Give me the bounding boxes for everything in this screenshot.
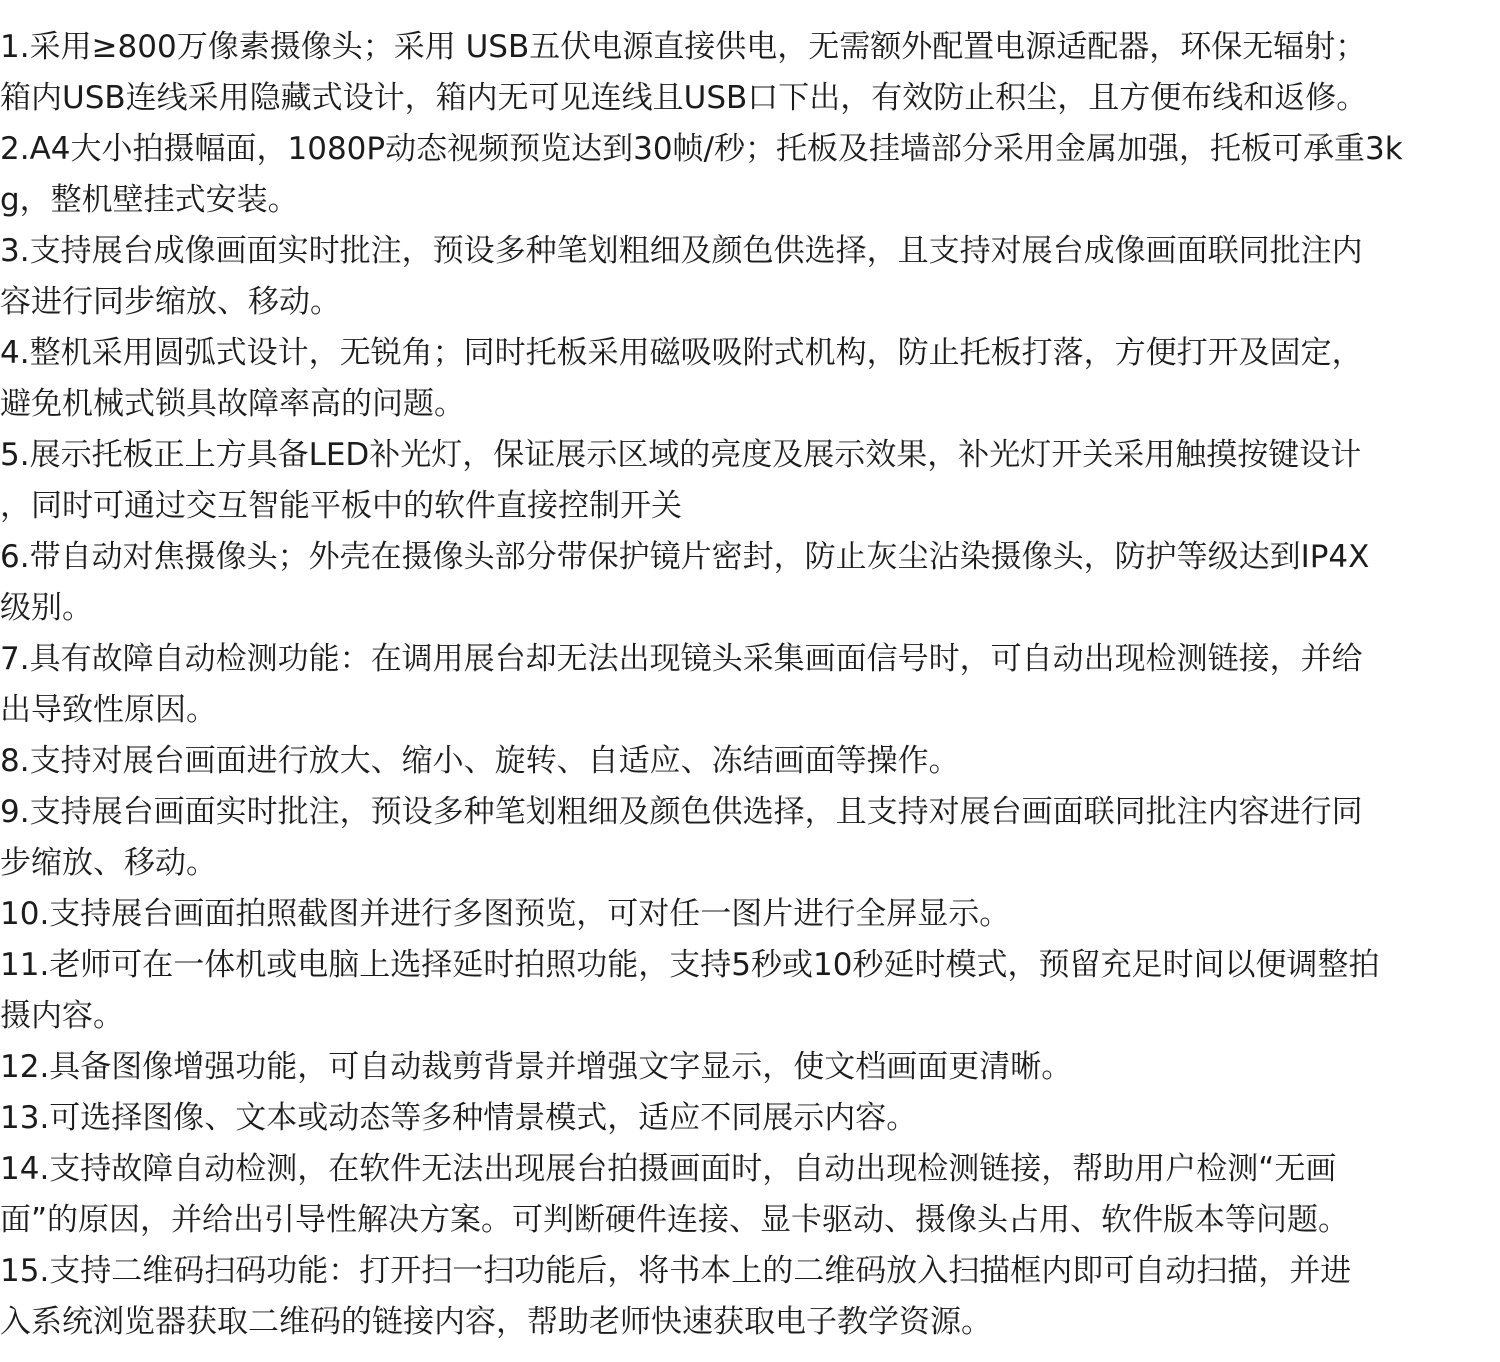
doc-line-1: 1.采用≥800万像素摄像头；采用 USB五伏电源直接供电，无需额外配置电源适配器，环保无辐射； — [0, 29, 1367, 65]
doc-line-26: 入系统浏览器获取二维码的链接内容，帮助老师快速获取电子教学资源。 — [0, 1304, 992, 1340]
doc-line-17: 步缩放、移动。 — [0, 845, 217, 881]
doc-line-5: 3.支持展台成像画面实时批注，预设多种笔划粗细及颜色供选择，且支持对展台成像画面联同批注内 — [0, 233, 1363, 269]
doc-line-25: 15.支持二维码扫码功能：打开扫一扫功能后，将书本上的二维码放入扫描框内即可自动扫描，并进 — [0, 1253, 1352, 1289]
doc-line-15: 8.支持对展台画面进行放大、缩小、旋转、自适应、冻结画面等操作。 — [0, 743, 960, 779]
doc-line-6: 容进行同步缩放、移动。 — [0, 284, 341, 320]
doc-line-14: 出导致性原因。 — [0, 692, 217, 728]
doc-line-16: 9.支持展台画面实时批注，预设多种笔划粗细及颜色供选择，且支持对展台画面联同批注内容进行同 — [0, 794, 1363, 830]
spec-document — [0, 22, 1500, 1348]
doc-line-3: 2.A4大小拍摄幅面，1080P动态视频预览达到30帧/秒；托板及挂墙部分采用金属加强，托板可承重3k — [0, 131, 1403, 167]
doc-line-23: 14.支持故障自动检测，在软件无法出现展台拍摄画面时，自动出现检测链接，帮助用户检测“无画 — [0, 1151, 1337, 1187]
doc-line-8: 避免机械式锁具故障率高的问题。 — [0, 386, 465, 422]
doc-line-10: ，同时可通过交互智能平板中的软件直接控制开关 — [0, 488, 682, 524]
doc-line-7: 4.整机采用圆弧式设计，无锐角；同时托板采用磁吸吸附式机构，防止托板打落，方便打开及固定， — [0, 335, 1363, 371]
doc-line-11: 6.带自动对焦摄像头；外壳在摄像头部分带保护镜片密封，防止灰尘沾染摄像头，防护等级达到IP4X — [0, 539, 1370, 575]
doc-line-9: 5.展示托板正上方具备LED补光灯，保证展示区域的亮度及展示效果，补光灯开关采用触摸按键设计 — [0, 437, 1362, 473]
doc-line-20: 摄内容。 — [0, 998, 124, 1034]
doc-line-4: g，整机壁挂式安装。 — [0, 182, 299, 218]
doc-line-18: 10.支持展台画面拍照截图并进行多图预览，可对任一图片进行全屏显示。 — [0, 896, 1011, 932]
doc-line-19: 11.老师可在一体机或电脑上选择延时拍照功能，支持5秒或10秒延时模式，预留充足时间以便调整拍 — [0, 947, 1380, 983]
doc-line-24: 面”的原因，并给出引导性解决方案。可判断硬件连接、显卡驱动、摄像头占用、软件版本等问题。 — [0, 1202, 1350, 1238]
doc-line-2: 箱内USB连线采用隐藏式设计，箱内无可见连线且USB口下出，有效防止积尘，且方便布线和返修。 — [0, 80, 1368, 116]
doc-line-21: 12.具备图像增强功能，可自动裁剪背景并增强文字显示，使文档画面更清晰。 — [0, 1049, 1073, 1085]
doc-line-13: 7.具有故障自动检测功能：在调用展台却无法出现镜头采集画面信号时，可自动出现检测链接，并给 — [0, 641, 1363, 677]
doc-line-12: 级别。 — [0, 590, 93, 626]
doc-line-22: 13.可选择图像、文本或动态等多种情景模式，适应不同展示内容。 — [0, 1100, 918, 1136]
